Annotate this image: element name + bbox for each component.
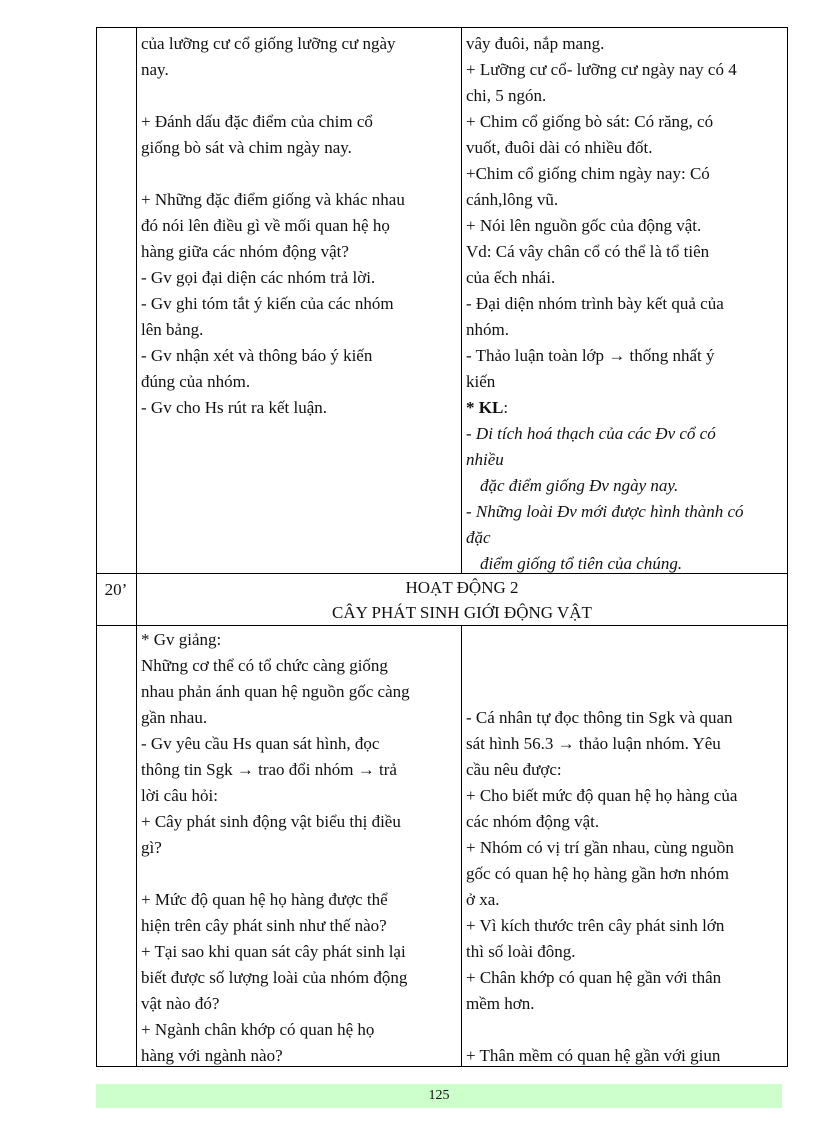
- text-line: + Cây phát sinh động vật biểu thị điều: [141, 812, 401, 831]
- text-line: vật nào đó?: [141, 994, 220, 1013]
- text-line: - Gv yêu cầu Hs quan sát hình, đọc: [141, 734, 380, 753]
- text-line: + Thân mềm có quan hệ gần với giun: [466, 1046, 721, 1065]
- text-line: - Đại diện nhóm trình bày kết quả của: [466, 294, 724, 313]
- text-line: +Chim cổ giống chim ngày nay: Có: [466, 164, 710, 183]
- text-line: thì số loài đông.: [466, 942, 576, 961]
- page-number: 125: [428, 1088, 450, 1103]
- content-column-divider-top: [461, 27, 462, 573]
- conclusion-line: - Di tích hoá thạch của các Đv cổ có: [466, 424, 716, 443]
- student-activity-cell-top: [466, 31, 784, 577]
- text-line: + Nói lên nguồn gốc của động vật.: [466, 216, 702, 235]
- text-line: - Gv ghi tóm tắt ý kiến của các nhóm: [141, 294, 394, 313]
- conclusion-line: - Những loài Đv mới được hình thành có: [466, 502, 744, 521]
- text-line: của ếch nhái.: [466, 268, 556, 287]
- text-line: + Tại sao khi quan sát cây phát sinh lại: [141, 942, 406, 961]
- text-line: vuốt, đuôi dài có nhiều đốt.: [466, 138, 653, 157]
- conclusion-line: nhiều: [466, 450, 504, 469]
- text-line: gốc có quan hệ họ hàng gần hơn nhóm: [466, 864, 729, 883]
- conclusion-line: đặc điểm giống Đv ngày nay.: [480, 476, 679, 495]
- text-line: + Chim cổ giống bò sát: Có răng, có: [466, 112, 714, 131]
- table-border-right: [787, 27, 788, 1067]
- text-line: + Ngành chân khớp có quan hệ họ: [141, 1020, 375, 1039]
- text-line: lời câu hỏi:: [141, 786, 218, 805]
- activity-subtitle: CÂY PHÁT SINH GIỚI ĐỘNG VẬT: [332, 603, 592, 622]
- text-line: cầu nêu được:: [466, 760, 562, 779]
- text-line: thông tin Sgk → trao đổi nhóm → trả: [141, 760, 397, 779]
- conclusion-colon: :: [503, 398, 509, 417]
- text-line: hiện trên cây phát sinh như thế nào?: [141, 916, 387, 935]
- conclusion-line: điểm giống tổ tiên của chúng.: [480, 554, 683, 573]
- text-line: * Gv giảng:: [141, 630, 222, 649]
- text-line: sát hình 56.3 → thảo luận nhóm. Yêu: [466, 734, 721, 753]
- table-border-left: [96, 27, 97, 1067]
- blank-line: [466, 1017, 784, 1043]
- text-line: đó nói lên điều gì về mối quan hệ họ: [141, 216, 390, 235]
- blank-line: [141, 83, 457, 109]
- teacher-activity-cell-top: [141, 31, 457, 421]
- text-line: biết được số lượng loài của nhóm động: [141, 968, 408, 987]
- text-line: mềm hơn.: [466, 994, 535, 1013]
- text-line: nhóm.: [466, 320, 509, 339]
- conclusion-label: * KL: [466, 398, 504, 417]
- text-line: hàng giữa các nhóm động vật?: [141, 242, 349, 261]
- text-line: + Vì kích thước trên cây phát sinh lớn: [466, 916, 725, 935]
- text-line: + Mức độ quan hệ họ hàng được thể: [141, 890, 388, 909]
- student-activity-cell-bottom: [466, 705, 784, 1069]
- text-line: gì?: [141, 838, 162, 857]
- text-line: chi, 5 ngón.: [466, 86, 547, 105]
- conclusion-line: đặc: [466, 528, 491, 547]
- text-line: nhau phản ánh quan hệ nguồn gốc càng: [141, 682, 410, 701]
- text-line: vây đuôi, nắp mang.: [466, 34, 605, 53]
- text-line: + Những đặc điểm giống và khác nhau: [141, 190, 405, 209]
- table-border-top: [96, 27, 788, 28]
- time-column-divider: [136, 27, 137, 1067]
- text-line: - Cá nhân tự đọc thông tin Sgk và quan: [466, 708, 733, 727]
- text-line: của lưỡng cư cổ giống lưỡng cư ngày: [141, 34, 396, 53]
- text-line: - Gv cho Hs rút ra kết luận.: [141, 398, 328, 417]
- conclusion-heading: [466, 395, 784, 421]
- text-line: + Nhóm có vị trí gần nhau, cùng nguồn: [466, 838, 734, 857]
- text-line: - Gv nhận xét và thông báo ý kiến: [141, 346, 373, 365]
- text-line: lên bảng.: [141, 320, 204, 339]
- text-line: + Cho biết mức độ quan hệ họ hàng của: [466, 786, 738, 805]
- lesson-table: [96, 27, 788, 1067]
- text-line: + Lưỡng cư cổ- lưỡng cư ngày nay có 4: [466, 60, 737, 79]
- text-line: - Thảo luận toàn lớp → thống nhất ý: [466, 346, 715, 365]
- text-line: kiến: [466, 372, 496, 391]
- text-line: hàng với ngành nào?: [141, 1046, 283, 1065]
- text-line: - Gv gọi đại diện các nhóm trả lời.: [141, 268, 376, 287]
- text-line: Những cơ thể có tổ chức càng giống: [141, 656, 388, 675]
- text-line: Vd: Cá vây chân cổ có thể là tổ tiên: [466, 242, 710, 261]
- activity-title: HOẠT ĐỘNG 2: [405, 578, 519, 597]
- text-line: các nhóm động vật.: [466, 812, 600, 831]
- teacher-activity-cell-bottom: [141, 627, 457, 1069]
- content-column-divider-bottom: [461, 625, 462, 1067]
- text-line: gần nhau.: [141, 708, 208, 727]
- text-line: ở xa.: [466, 890, 500, 909]
- activity-time: 20’: [104, 580, 128, 599]
- text-line: giống bò sát và chim ngày nay.: [141, 138, 352, 157]
- blank-line: [141, 161, 457, 187]
- text-line: cánh,lông vũ.: [466, 190, 559, 209]
- text-line: + Chân khớp có quan hệ gần với thân: [466, 968, 722, 987]
- blank-line: [141, 861, 457, 887]
- text-line: nay.: [141, 60, 169, 79]
- page-footer: [96, 1084, 782, 1108]
- text-line: đúng của nhóm.: [141, 372, 251, 391]
- text-line: + Đánh dấu đặc điểm của chim cổ: [141, 112, 373, 131]
